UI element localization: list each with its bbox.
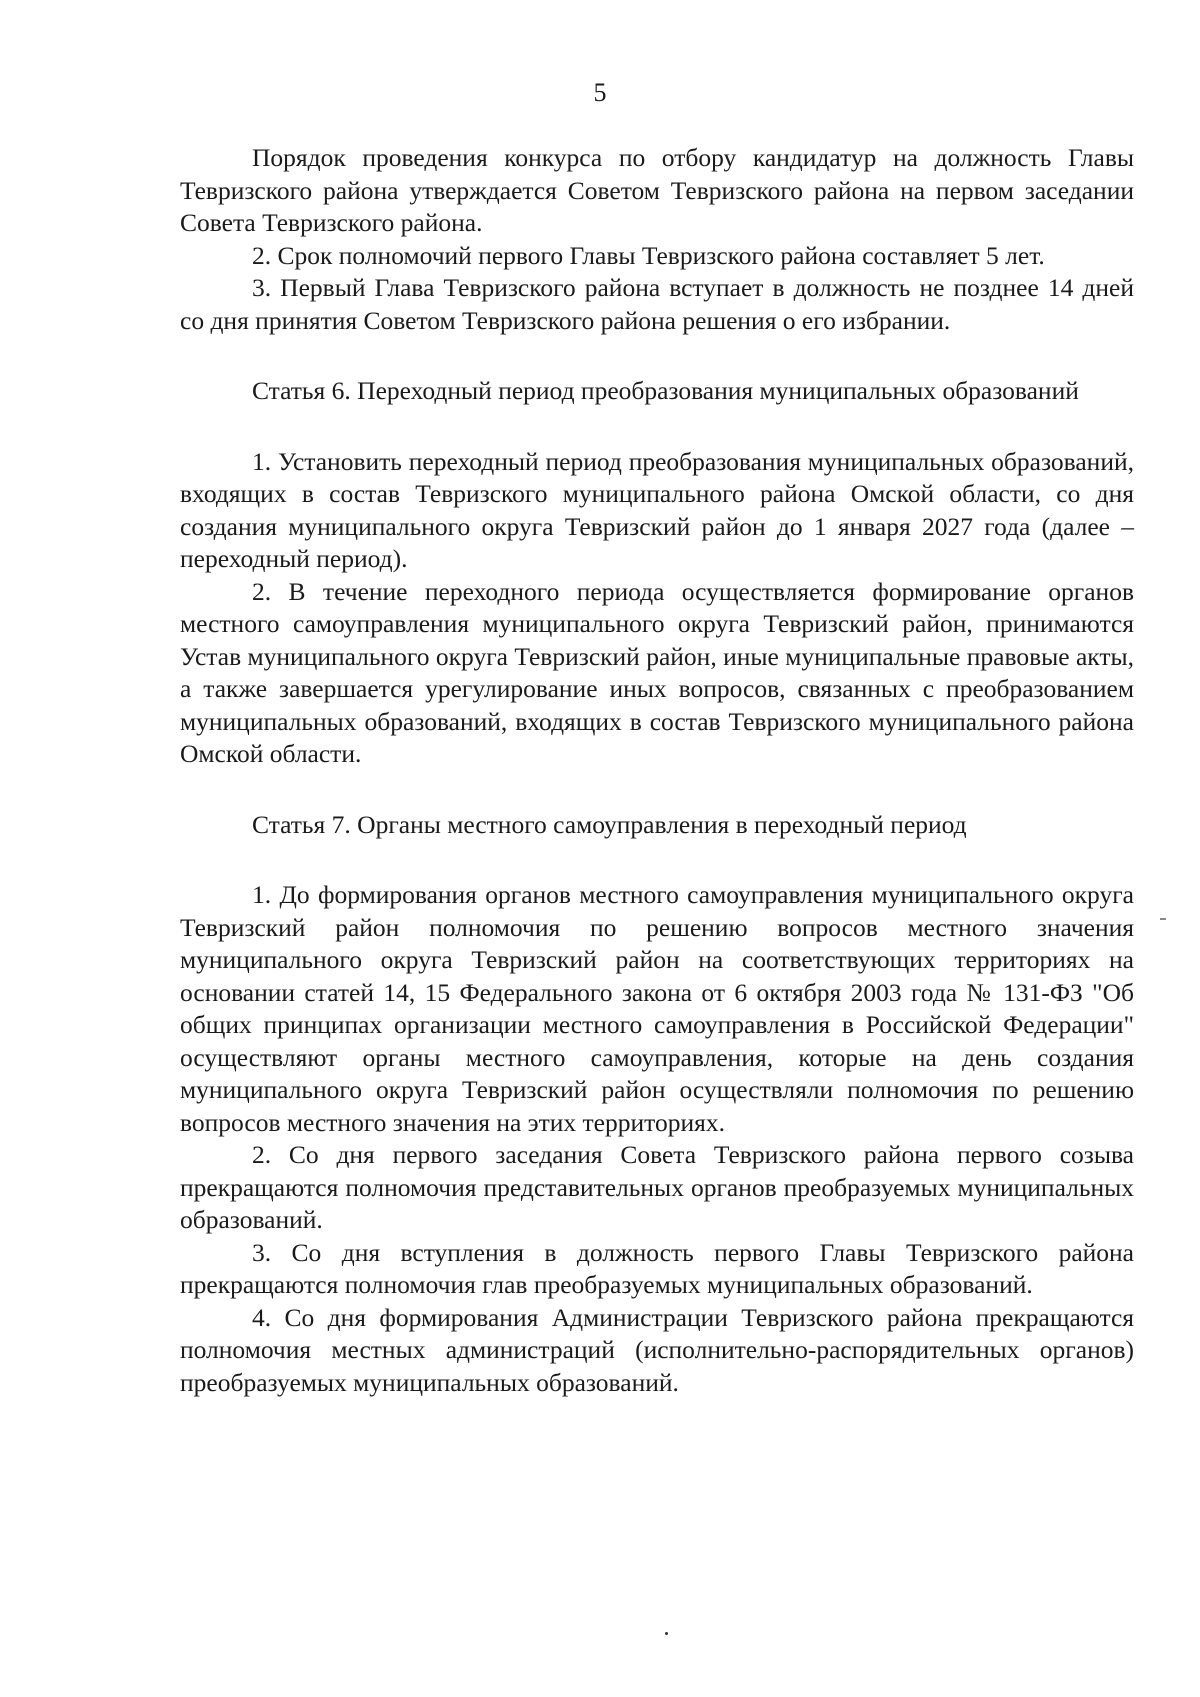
article-7-paragraph-4: 4. Со дня формирования Администрации Тевризского района прекращаются полномочия местных администраций (исполнительно-распорядительных органов) преобразуемых муниципальных образований. [180,1302,1134,1397]
article-6-paragraph-1: 1. Установить переходный период преобразования муниципальных образований, входящих в состав Тевризского муниципального района Омской области, со дня создания муниципального округа Тевризский район до 1 января 2027 года (далее – переходный период). [180,446,1134,573]
paragraph-assumption-of-office: 3. Первый Глава Тевризского района вступает в должность не позднее 14 дней со дня принятия Советом Тевризского района решения о его избрании. [180,273,1134,335]
paragraph-term-of-office: 2. Срок полномочий первого Главы Тевризского района составляет 5 лет. [252,240,1045,270]
article-7-paragraph-1: 1. До формирования органов местного самоуправления муниципального округа Тевризский район полномочия по решению вопросов местного значения муниципального округа Тевризский район на соответствующих территориях на основании статей 14, 15 Федерального закона от 6 октября 2003 года № 131-ФЗ "Об общих принципах организации местного самоуправления в Российской Федерации" осуществляют органы местного самоуправления, которые на день создания муниципального округа Тевризский район осуществляли полномочия по решению вопросов местного значения на этих территориях. [180,880,1134,1137]
scan-speck [665,1632,668,1635]
scan-margin-mark [1160,918,1166,920]
article-7-heading: Статья 7. Органы местного самоуправления в переходный период [252,809,967,839]
article-6-paragraph-2: 2. В течение переходного периода осуществляется формирование органов местного самоуправления муниципального округа Тевризский район, принимаются Устав муниципального округа Тевризский район, иные муниципальные правовые акты, а также завершается урегулирование иных вопросов, связанных с преобразованием муниципальных образований, входящих в состав Тевризского муниципального района Омской области. [180,576,1134,768]
article-6-heading: Статья 6. Переходный период преобразования муниципальных образований [252,376,1079,405]
page-number: 5 [593,78,607,107]
document-body [180,142,1134,1399]
article-7-paragraph-3: 3. Со дня вступления в должность первого Главы Тевризского района прекращаются полномочия глав преобразуемых муниципальных образований. [180,1237,1134,1299]
article-7-paragraph-2: 2. Со дня первого заседания Совета Тевризского района первого созыва прекращаются полномочия представительных органов преобразуемых муниципальных образований. [180,1140,1134,1234]
paragraph-contest-procedure: Порядок проведения конкурса по отбору кандидатур на должность Главы Тевризского района утверждается Советом Тевризского района на первом заседании Совета Тевризского района. [180,143,1134,237]
